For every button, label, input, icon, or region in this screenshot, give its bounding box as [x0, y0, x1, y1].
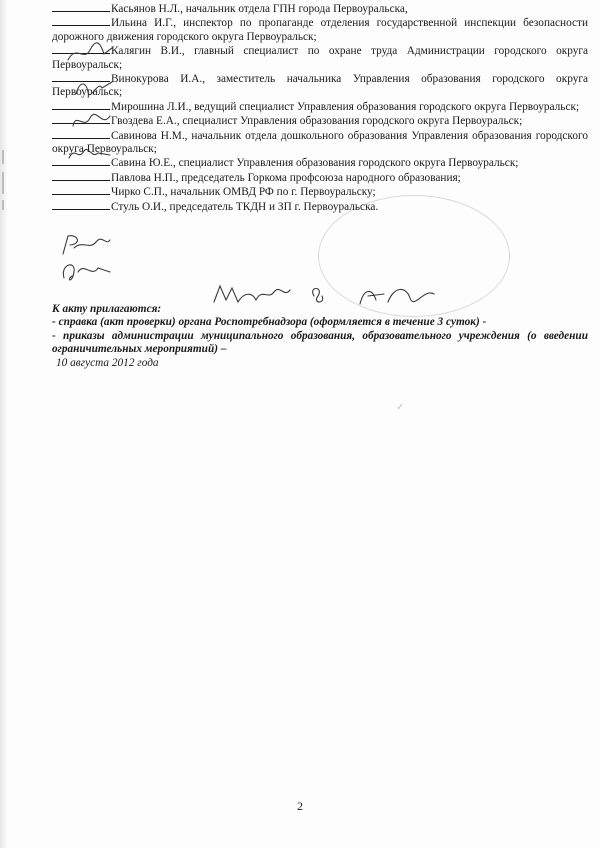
signature-line: [52, 16, 110, 26]
member-entry: [52, 114, 588, 128]
member-entry: [52, 200, 588, 214]
signature-line: [52, 100, 110, 110]
handwritten-signature: [70, 110, 114, 132]
handwritten-signature: [72, 76, 116, 98]
member-entry: [52, 72, 588, 100]
member-text: Павлова Н.П., председатель Горкома профсоюза народного образования;: [111, 171, 461, 184]
member-entry: [52, 100, 588, 114]
member-entry: [52, 129, 588, 157]
member-text: Гвоздева Е.А., специалист Управления образования городского округа Первоуральск;: [111, 115, 523, 128]
member-text: Калягин В.И., главный специалист по охране труда Администрации городского округа Первоуральск;: [52, 45, 588, 71]
edge-mark: [2, 150, 4, 164]
edge-mark: [2, 200, 4, 210]
member-entry: [52, 171, 588, 185]
member-text: Мирошина Л.И., ведущий специалист Управления образования городского округа Первоуральск;: [111, 100, 580, 113]
commission-list: [52, 2, 588, 214]
bleed-through-mark: ✓: [396, 402, 405, 413]
scan-edge: [0, 0, 7, 848]
handwritten-signature: [66, 143, 114, 165]
signature-line: [52, 171, 110, 181]
handwritten-signature: [210, 282, 440, 310]
signature-line: [52, 185, 110, 195]
attachments-heading: К акту прилагаются:: [52, 303, 162, 315]
handwritten-signature: [58, 258, 112, 284]
member-entry: [52, 185, 588, 199]
handwritten-signature: [60, 232, 112, 258]
signature-line: [52, 200, 110, 210]
member-text: Ильина И.Г., инспектор по пропаганде отделения государственной инспекции безопасности дорожного движения городского округа Первоуральск;: [52, 17, 588, 43]
member-entry: [52, 2, 588, 16]
attachment-item: - справка (акт проверки) органа Роспотребнадзора (оформляется в течение 3 суток) -: [52, 316, 487, 329]
member-text: Чирко С.П., начальник ОМВД РФ по г. Первоуральску;: [111, 186, 376, 199]
attachments: [52, 303, 588, 357]
member-text: Стуль О.И., председатель ТКДН и ЗП г. Первоуральска.: [111, 200, 379, 213]
member-entry: [52, 16, 588, 44]
handwritten-signature: [66, 40, 116, 66]
member-entry: [52, 156, 588, 170]
member-entry: [52, 44, 588, 72]
document-date: 10 августа 2012 года: [56, 356, 159, 369]
page-number: 2: [297, 799, 303, 813]
member-text: Винокурова И.А., заместитель начальника Управления образования городского округа Первоуральск;: [52, 73, 588, 99]
attachment-item: - приказы администрации муниципального образования, образовательного учреждения (о введении ограничительных мероприятий) –: [52, 329, 588, 356]
edge-mark: [2, 172, 4, 194]
member-text: Савина Ю.Е., специалист Управления образования городского округа Первоуральск;: [111, 157, 519, 170]
member-text: Савинова Н.М., начальник отдела дошкольного образования Управления образования городского округа Первоуральск;: [52, 129, 588, 156]
member-text: Касьянов Н.Л., начальник отдела ГПН города Первоуральска,: [111, 3, 408, 15]
signature-line: [52, 2, 110, 12]
